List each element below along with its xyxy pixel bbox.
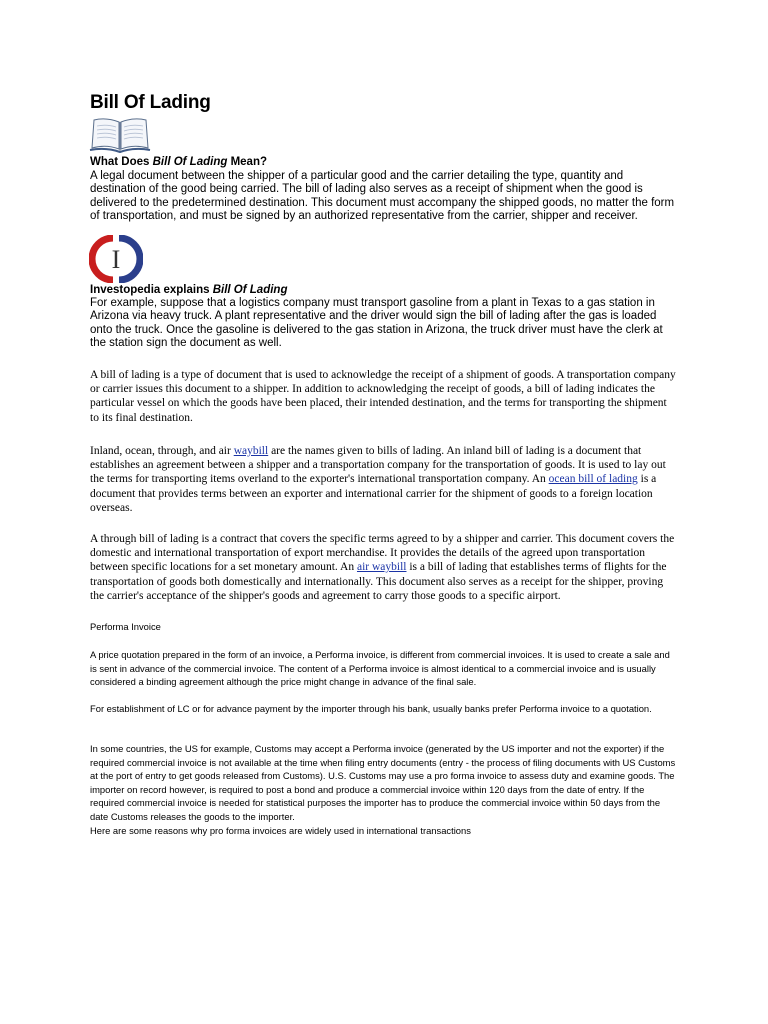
performa-heading: Performa Invoice xyxy=(90,621,161,632)
explains-heading xyxy=(90,284,287,296)
body-paragraph-1: A bill of lading is a type of document that is used to acknowledge the receipt of a shipment of goods. A transportation company or carrier issues this document to a shipper. In addition to acknowledging the receipt of goods, a bill of lading indicates the particular vessel on which the goods have been placed, their intended destination, and the terms for transporting the shipment to its final destination. xyxy=(90,369,676,424)
explains-heading-prefix: Investopedia explains xyxy=(90,284,213,296)
page-title: Bill Of Lading xyxy=(90,92,211,113)
performa-paragraph-1: A price quotation prepared in the form of an invoice, a Performa invoice, is different from commercial invoices. It is used to create a sale and is sent in advance of the commercial invoice. The content of a Performa invoice is almost identical to a commercial invoice and is usually considered a binding agreement although the price might change in advance of the final sale. xyxy=(90,649,670,688)
para3-text-2: is a bill of lading that establishes terms of flights for the transportation of goods both domestically and internationally. This document also serves as a receipt for the shipper, proving the carrier's acceptance of the shipper's goods and agreement to carry those goods to a specific airport. xyxy=(90,561,667,602)
para2-text-2: are the names given to bills of lading. An inland bill of lading is a document that establishes an agreement between a shipper and a transportation company for the transportation of goods. It is used to lay out the terms for transporting items overland to the exporter's international transportation company. An xyxy=(90,445,666,486)
performa-paragraph-4: Here are some reasons why pro forma invoices are widely used in international transactions xyxy=(90,825,471,836)
air-waybill-link[interactable]: air waybill xyxy=(356,561,407,574)
performa-paragraph-3: In some countries, the US for example, Customs may accept a Performa invoice (generated by the US importer and not the exporter) if the required commercial invoice is not available at the time when filing entry documents (entry - the process of filing documents with US Customs at the port of entry to get goods released from Customs). U.S. Customs may use a pro forma invoice to assess duty and examine goods. The importer on record however, is required to post a bond and produce a commercial invoice within 120 days from the date of entry. If the required commercial invoice is needed for statistical purposes the importer has to produce the commercial invoice within 50 days from the date Customs releases the goods to the importer. xyxy=(90,743,676,822)
logo-letter: I xyxy=(111,245,121,274)
ocean-bill-of-lading-link[interactable]: ocean bill of lading xyxy=(548,473,638,486)
para2-text-3: is a document that provides terms between an exporter and international carrier for the shipment of goods to a foreign location overseas. xyxy=(90,473,657,514)
performa-paragraph-2: For establishment of LC or for advance payment by the importer through his bank, usually banks prefer Performa invoice to a quotation. xyxy=(90,703,652,714)
definition-text: A legal document between the shipper of a particular good and the carrier detailing the type, quantity and destination of the good being carried. The bill of lading also serves as a receipt of shipment when the good is delivered to the predetermined destination. This document must accompany the shipped goods, no matter the form of transportation, and must be signed by an authorized representative from the carrier, shipper and receiver. xyxy=(90,170,675,223)
investopedia-logo xyxy=(89,235,143,283)
explains-heading-term: Bill Of Lading xyxy=(212,284,288,296)
body-paragraph-2 xyxy=(90,444,678,515)
definition-heading-term: Bill Of Lading xyxy=(152,156,228,168)
definition-heading-prefix: What Does xyxy=(90,156,153,168)
para2-text-1: Inland, ocean, through, and air xyxy=(90,445,234,457)
open-book-icon xyxy=(88,114,152,154)
waybill-link[interactable]: waybill xyxy=(233,445,269,457)
definition-heading-suffix: Mean? xyxy=(227,156,267,168)
explains-text: For example, suppose that a logistics company must transport gasoline from a plant in Texas to a gas station in Arizona via heavy truck. A plant representative and the driver would sign the bill of lading after the gas is loaded onto the truck. Once the gasoline is delivered to the gas station in Arizona, the truck driver must have the clerk at the station sign the document as well. xyxy=(90,297,663,350)
para3-text-1: A through bill of lading is a contract that covers the specific terms agreed to by a shipper and carrier. This document covers the domestic and international transportation of export merchandise. It provides the details of the agreed upon transportation between specific locations for a set monetary amount. An xyxy=(90,533,675,574)
definition-heading xyxy=(90,156,267,168)
body-paragraph-3 xyxy=(90,532,678,603)
